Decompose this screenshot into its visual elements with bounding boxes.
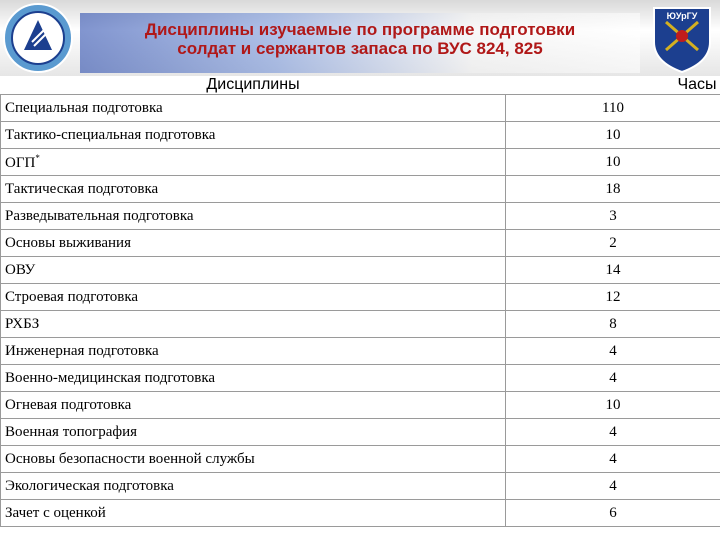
discipline-name bbox=[1, 473, 506, 500]
badge-label: ЮУрГУ bbox=[666, 11, 698, 21]
table-row bbox=[1, 365, 720, 392]
hours-value: 4 bbox=[506, 473, 720, 500]
table-row bbox=[1, 284, 720, 311]
hours-value: 4 bbox=[506, 338, 720, 365]
discipline-label: Строевая подготовка bbox=[5, 288, 139, 305]
table-row bbox=[1, 95, 720, 122]
hours-value: 6 bbox=[506, 500, 720, 527]
discipline-label: Военно-медицинская подготовка bbox=[5, 369, 216, 386]
military-badge-icon bbox=[646, 2, 718, 74]
header bbox=[0, 0, 720, 76]
table-row bbox=[1, 203, 720, 230]
discipline-label: РХБЗ bbox=[5, 315, 40, 332]
discipline-label: ОГП bbox=[5, 154, 36, 171]
discipline-name bbox=[1, 392, 506, 419]
discipline-label: Инженерная подготовка bbox=[5, 342, 159, 359]
discipline-name bbox=[1, 284, 506, 311]
discipline-name bbox=[1, 446, 506, 473]
title-line-2: солдат и сержантов запаса по ВУС 824, 825 bbox=[177, 39, 543, 58]
table-row bbox=[1, 230, 720, 257]
hours-value: 14 bbox=[506, 257, 720, 284]
hours-value: 110 bbox=[506, 95, 720, 122]
discipline-label: Экологическая подготовка bbox=[5, 477, 174, 494]
table-header-row bbox=[1, 76, 720, 95]
discipline-name bbox=[1, 230, 506, 257]
discipline-label: Тактико-специальная подготовка bbox=[5, 126, 216, 143]
table-row bbox=[1, 392, 720, 419]
discipline-name bbox=[1, 311, 506, 338]
discipline-name bbox=[1, 203, 506, 230]
discipline-label: ОВУ bbox=[5, 261, 36, 278]
table-row bbox=[1, 419, 720, 446]
table-row bbox=[1, 500, 720, 527]
title-line-1: Дисциплины изучаемые по программе подготовки bbox=[144, 20, 576, 39]
hours-value: 8 bbox=[506, 311, 720, 338]
hours-value: 12 bbox=[506, 284, 720, 311]
table-row bbox=[1, 446, 720, 473]
disciplines-table bbox=[0, 76, 720, 527]
discipline-label: Разведывательная подготовка bbox=[5, 207, 194, 224]
discipline-name bbox=[1, 95, 506, 122]
discipline-label: Тактическая подготовка bbox=[5, 180, 159, 197]
column-header-discipline: Дисциплины bbox=[1, 76, 506, 95]
discipline-label: Зачет с оценкой bbox=[5, 504, 106, 521]
university-emblem-icon bbox=[2, 2, 74, 74]
discipline-name bbox=[1, 122, 506, 149]
table-row bbox=[1, 473, 720, 500]
discipline-name bbox=[1, 149, 506, 176]
table-row bbox=[1, 122, 720, 149]
hours-value: 4 bbox=[506, 365, 720, 392]
footnote-marker: * bbox=[35, 152, 40, 163]
discipline-label: Основы безопасности военной службы bbox=[5, 450, 255, 467]
hours-value: 10 bbox=[506, 149, 720, 176]
hours-value: 4 bbox=[506, 419, 720, 446]
discipline-name bbox=[1, 257, 506, 284]
discipline-name bbox=[1, 365, 506, 392]
hours-value: 2 bbox=[506, 230, 720, 257]
page-title bbox=[90, 20, 630, 58]
column-header-hours: Часы bbox=[506, 76, 720, 95]
hours-value: 3 bbox=[506, 203, 720, 230]
hours-value: 18 bbox=[506, 176, 720, 203]
discipline-label: Основы выживания bbox=[5, 234, 131, 251]
table-row bbox=[1, 311, 720, 338]
discipline-name bbox=[1, 500, 506, 527]
discipline-name bbox=[1, 176, 506, 203]
table-row bbox=[1, 149, 720, 176]
table-row bbox=[1, 338, 720, 365]
discipline-label: Военная топография bbox=[5, 423, 138, 440]
hours-value: 10 bbox=[506, 122, 720, 149]
discipline-name bbox=[1, 338, 506, 365]
table-row bbox=[1, 257, 720, 284]
discipline-label: Огневая подготовка bbox=[5, 396, 132, 413]
table-row bbox=[1, 176, 720, 203]
hours-value: 10 bbox=[506, 392, 720, 419]
table-body bbox=[1, 95, 720, 527]
hours-value: 4 bbox=[506, 446, 720, 473]
discipline-name bbox=[1, 419, 506, 446]
discipline-label: Специальная подготовка bbox=[5, 99, 163, 116]
